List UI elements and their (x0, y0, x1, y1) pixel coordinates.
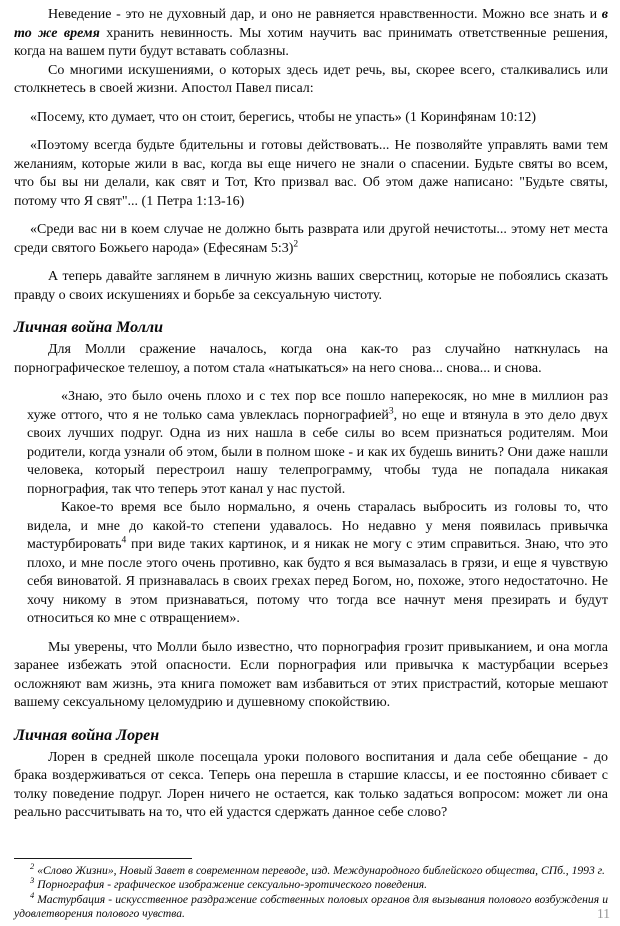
footnotes-area (14, 856, 608, 922)
intro-paragraph-1 (14, 6, 608, 62)
footnote-ref-2: 2 (293, 238, 299, 249)
text-run: хранить невинность. Мы хотим научить вас принимать ответственные решения, когда на вашем пути будут вставать соблазны. (14, 25, 608, 59)
footnote-number: 4 (30, 889, 35, 900)
text-run: «Среди вас ни в коем случае не должно быть разврата или другой нечистоты... этому нет места среди святого Божьего народа» (Ефесянам 5:3) (14, 222, 608, 256)
emphasized-phrase: в то же время (14, 7, 608, 41)
text-run: , но еще и втянула в это дело двух своих лучших подруг. Одна из них нашла в себе силы во всем признаться родителям. Мои родители, когда узнали об этом, были в полном шоке - и как их будешь винить? Они даже нашли человека, который перестроил нашу телепрограмму, чтобы туда не попадала никакая порнография, так что теперь этот канал у нас пустой. (27, 407, 608, 497)
footnote-4 (14, 889, 608, 922)
text-run: при виде таких картинок, и я никак не могу с этим справиться. Знаю, что это плохо, и мне после этого очень противно, как будто я вся вымазалась в грязи, и еще я чувствую себя виноватой. Я признавалась в своих грехах перед Богом, но, похоже, этого недостаточно. Не хочу никому в этом признаваться, потому что тогда все начнут меня презирать и будут относиться ко мне с отвращением». (27, 537, 608, 626)
intro-paragraph-3: А теперь давайте заглянем в личную жизнь ваших сверстниц, которые не побоялись сказать правду о своих искушениях и борьбе за сексуальную чистоту. (14, 269, 608, 303)
footnote-ref-4: 4 (121, 535, 127, 546)
bible-quote-peter: «Поэтому всегда будьте бдительны и готовы действовать... Не позволяйте управлять вами тем желаниям, которые жили в вас, когда вы еще ничего не знали о спасении. Будьте святы во всем, что бы вы ни делали, как свят и Тот, Кто призвал вас. Об этом даже написано: "Будьте святы, потому что Я свят"... (1 Петра 1:13-16) (14, 138, 608, 209)
page-body (14, 6, 608, 823)
text-run: Какое-то время все было нормально, я очень старалась выбросить из головы то, что видела, и мне до какой-то степени удавалось. Но недавно у меня появилась привычка мастурбировать (27, 500, 608, 552)
footnote-number: 2 (30, 860, 35, 871)
section-heading-molly: Личная война Молли (14, 319, 164, 336)
section-heading-lauren: Личная война Лорен (14, 726, 160, 744)
footnote-text: Порнография - графическое изображение сексуально-эротического поведения. (37, 878, 428, 892)
footnote-text: Мастурбация - искусственное раздражение собственных половых органов для вызывания полового возбуждения и удовлетворения полового чувства. (14, 892, 608, 921)
footnote-ref-3: 3 (388, 405, 394, 416)
text-run: «Знаю, это было очень плохо и с тех пор все пошло наперекосяк, но мне в миллион раз хуже оттого, что я не только сама увлеклась порнографией (27, 389, 608, 423)
footnote-number: 3 (30, 875, 35, 886)
molly-quote-1 (27, 388, 608, 499)
footnote-separator (14, 858, 192, 859)
lauren-paragraph-1: Лорен в средней школе посещала уроки полового воспитания и дала себе обещание - до брака воздерживаться от секса. Теперь она перешла в старшие классы, и ее постоянно сбивает с толку поведение подруг. Лорен ничего не остается, как только задаться вопросом: может ли она реально рассчитывать на то, что ей удастся сдержать данное себе слово? (14, 749, 608, 820)
footnote-2 (14, 860, 608, 879)
molly-quote-2 (27, 499, 608, 629)
intro-paragraph-2: Со многими искушениями, о которых здесь идет речь, вы, скорее всего, сталкивались или столкнетесь в своей жизни. Апостол Павел писал: (14, 62, 608, 96)
molly-paragraph-2: Мы уверены, что Молли было известно, что порнография грозит привыканием, и она могла заранее избежать этой опасности. Если порнография или привычка к мастурбации всерьез осложняют вам жизнь, эта книга поможет вам избавиться от этих пристрастий, которые мешают вашему сексуальному целомудрию и душевному спокойствию. (14, 639, 608, 710)
bible-quote-ephesians (14, 221, 608, 258)
footnote-text: «Слово Жизни», Новый Завет в современном переводе, изд. Международного библейского общества, СПб., 1993 г. (37, 863, 605, 877)
footnote-3 (14, 875, 608, 893)
bible-quote-corinthians: «Посему, кто думает, что он стоит, берегись, чтобы не упасть» (1 Коринфянам 10:12) (30, 109, 536, 125)
molly-paragraph-1: Для Молли сражение началось, когда она как-то раз случайно наткнулась на порнографическое телешоу, а потом стала «натыкаться» на него снова... снова... и снова. (14, 342, 608, 376)
page-number: 11 (597, 906, 610, 921)
text-run: Неведение - это не духовный дар, и оно не равняется нравственности. Можно все знать и (48, 7, 602, 22)
